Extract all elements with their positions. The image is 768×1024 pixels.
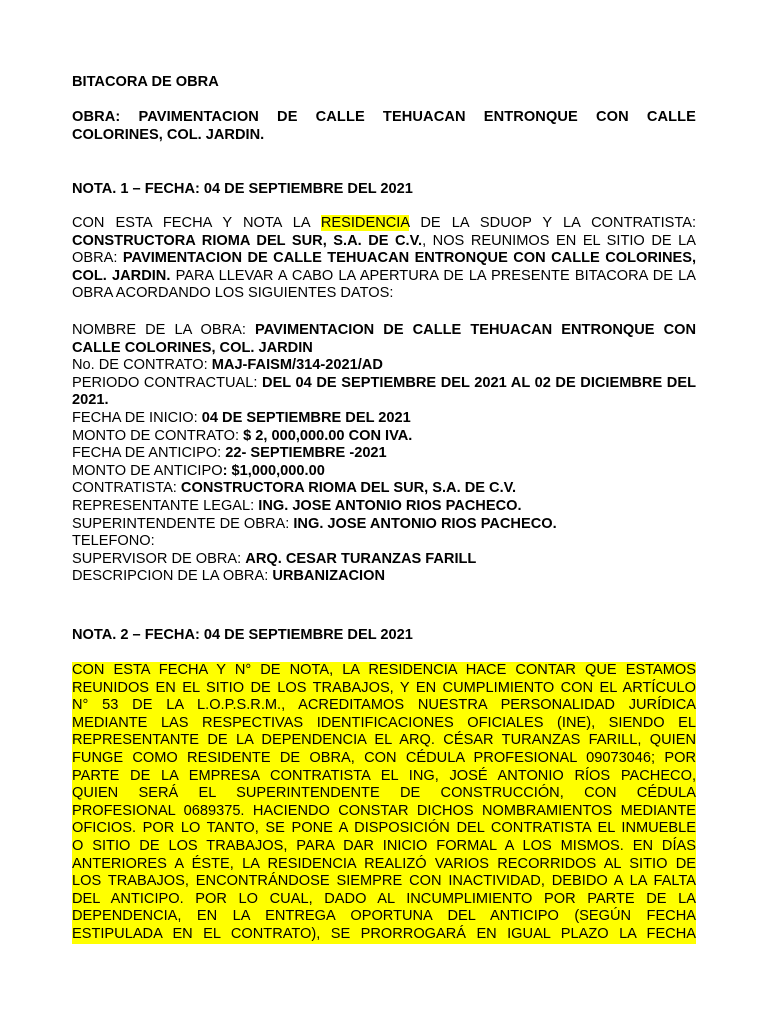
nota1-heading: NOTA. 1 – FECHA: 04 DE SEPTIEMBRE DEL 2021 [72, 181, 413, 197]
nota2-line: MEDIANTE LAS RESPECTIVAS IDENTIFICACIONES OFICIALES (INE), SIENDO EL [72, 714, 696, 731]
nota1-text-1: CON ESTA FECHA Y NOTA LA [72, 215, 321, 231]
dato-label: FECHA DE INICIO: [72, 409, 202, 426]
nota2-heading: NOTA. 2 – FECHA: 04 DE SEPTIEMBRE DEL 2021 [72, 627, 413, 643]
dato-label: MONTO DE CONTRATO: [72, 427, 244, 444]
dato-value: ING. JOSE ANTONIO RIOS PACHECO. [293, 515, 557, 532]
nota2-line: ESTIPULADA EN EL CONTRATO), SE PRORROGARÁ EN IGUAL PLAZO LA FECHA [72, 925, 696, 942]
dato-value: PAVIMENTACION DE CALLE TEHUACAN ENTRONQUE CON CALLE COLORINES, COL. JARDIN [72, 322, 697, 356]
nota2-line: QUIEN SERÁ EL SUPERINTENDENTE DE CONSTRUCCIÓN, CON CÉDULA [72, 785, 696, 802]
dato-label: DESCRIPCION DE LA OBRA: [72, 568, 273, 585]
nota2-line: REUNIDOS EN EL SITIO DE LOS TRABAJOS, Y EN CUMPLIMIENTO CON EL ARTÍCULO [72, 679, 696, 696]
dato-row [72, 498, 696, 516]
dato-label: MONTO DE ANTICIPO [72, 462, 223, 479]
dato-row [72, 410, 696, 428]
nota1-paragraph [72, 215, 696, 303]
nota2-line: FUNGE COMO RESIDENTE DE OBRA, CON CÉDULA PROFESIONAL 09073046; POR [72, 749, 696, 766]
nota2-line: ANTERIORES A ÉSTE, LA RESIDENCIA REALIZÓ VARIOS RECORRIDOS AL SITIO DE [72, 855, 696, 872]
dato-value: URBANIZACION [272, 568, 386, 585]
dato-row [72, 357, 696, 375]
dato-label: NOMBRE DE LA OBRA: [72, 322, 256, 338]
dato-value: ARQ. CESAR TURANZAS FARILL [245, 550, 477, 567]
dato-value: : $1,000,000.00 [222, 462, 325, 479]
nota1-text-2: DE LA SDUOP Y LA CONTRATISTA: [409, 215, 696, 231]
dato-value: 04 DE SEPTIEMBRE DEL 2021 [201, 409, 411, 426]
dato-label: CONTRATISTA: [72, 480, 181, 497]
obra-heading-line: OBRA: PAVIMENTACION DE CALLE TEHUACAN ENTRONQUE CON CALLE [72, 109, 696, 125]
nota2-line: N° 53 DE LA L.O.P.S.R.M., ACREDITAMOS NUESTRA PERSONALIDAD JURÍDICA [72, 697, 696, 714]
nota2-line: PARTE DE LA EMPRESA CONTRATISTA EL ING, JOSÉ ANTONIO RÍOS PACHECO, [72, 767, 696, 784]
dato-row [72, 551, 696, 569]
residencia-highlight: RESIDENCIA [320, 215, 410, 231]
obra-name: PAVIMENTACION DE CALLE TEHUACAN ENTRONQUE CON CALLE COLORINES, COL. JARDIN. [72, 250, 697, 284]
dato-row [72, 533, 696, 551]
datos-list [72, 322, 696, 586]
dato-label: REPRESENTANTE LEGAL: [72, 497, 259, 514]
dato-label: FECHA DE ANTICIPO: [72, 445, 226, 462]
contratista-name: CONSTRUCTORA RIOMA DEL SUR, S.A. DE C.V. [72, 232, 423, 249]
dato-row [72, 375, 696, 410]
dato-row [72, 516, 696, 534]
dato-label: TELEFONO: [72, 533, 155, 550]
dato-label: SUPERVISOR DE OBRA: [72, 550, 246, 567]
dato-row [72, 568, 696, 586]
nota2-line: DEPENDENCIA, EN LA ENTREGA OPORTUNA DEL ANTICIPO (SEGÚN FECHA [72, 908, 696, 925]
dato-row [72, 480, 696, 498]
nota2-line: CON ESTA FECHA Y N° DE NOTA, LA RESIDENCIA HACE CONTAR QUE ESTAMOS [72, 662, 696, 678]
dato-row [72, 322, 696, 357]
obra-heading [72, 109, 696, 144]
dato-row [72, 463, 696, 481]
nota1-text-4: PARA LLEVAR A CABO LA APERTURA DE LA PRESENTE BITACORA DE LA OBRA ACORDANDO LOS SIGUIENTES DATOS: [72, 267, 696, 302]
dato-value: 22- SEPTIEMBRE -2021 [225, 445, 387, 462]
nota2-paragraph [72, 662, 696, 944]
obra-heading-line: COLORINES, COL. JARDIN. [72, 126, 265, 143]
dato-label: No. DE CONTRATO: [72, 357, 212, 374]
dato-row [72, 445, 696, 463]
dato-value: ING. JOSE ANTONIO RIOS PACHECO. [258, 497, 522, 514]
dato-value: CONSTRUCTORA RIOMA DEL SUR, S.A. DE C.V. [180, 480, 517, 497]
nota2-line: REPRESENTANTE DE LA DEPENDENCIA EL ARQ. CÉSAR TURANZAS FARILL, QUIEN [72, 732, 696, 749]
dato-value: DEL 04 DE SEPTIEMBRE DEL 2021 AL 02 DE DICIEMBRE DEL 2021. [72, 374, 696, 409]
dato-label: PERIODO CONTRACTUAL: [72, 374, 263, 391]
nota2-line: LOS TRABAJOS, ENCONTRÁNDOSE SIEMPRE CON INACTIVIDAD, DEBIDO A LA FALTA [72, 873, 696, 890]
nota2-line: O SITIO DE LOS TRABAJOS, PARA DAR INICIO FORMAL A LOS MISMOS. EN DÍAS [72, 837, 696, 854]
nota2-line: OFICIOS. POR LO TANTO, SE PONE A DISPOSICIÓN DEL CONTRATISTA EL INMUEBLE [72, 820, 696, 837]
nota1-text-3: , NOS REUNIMOS EN EL SITIO DE LA OBRA: [72, 232, 696, 267]
document-title: BITACORA DE OBRA [72, 74, 219, 90]
dato-label: SUPERINTENDENTE DE OBRA: [72, 515, 294, 532]
nota2-line: DEL ANTICIPO. POR LO CUAL, DADO AL INCUMPLIMIENTO POR PARTE DE LA [72, 890, 696, 907]
dato-row [72, 428, 696, 446]
nota2-line: PROFESIONAL 0689375. HACIENDO CONSTAR DICHOS NOMBRAMIENTOS MEDIANTE [72, 802, 696, 819]
dato-value: MAJ-FAISM/314-2021/AD [211, 357, 383, 374]
dato-value: $ 2, 000,000.00 CON IVA. [243, 427, 413, 444]
